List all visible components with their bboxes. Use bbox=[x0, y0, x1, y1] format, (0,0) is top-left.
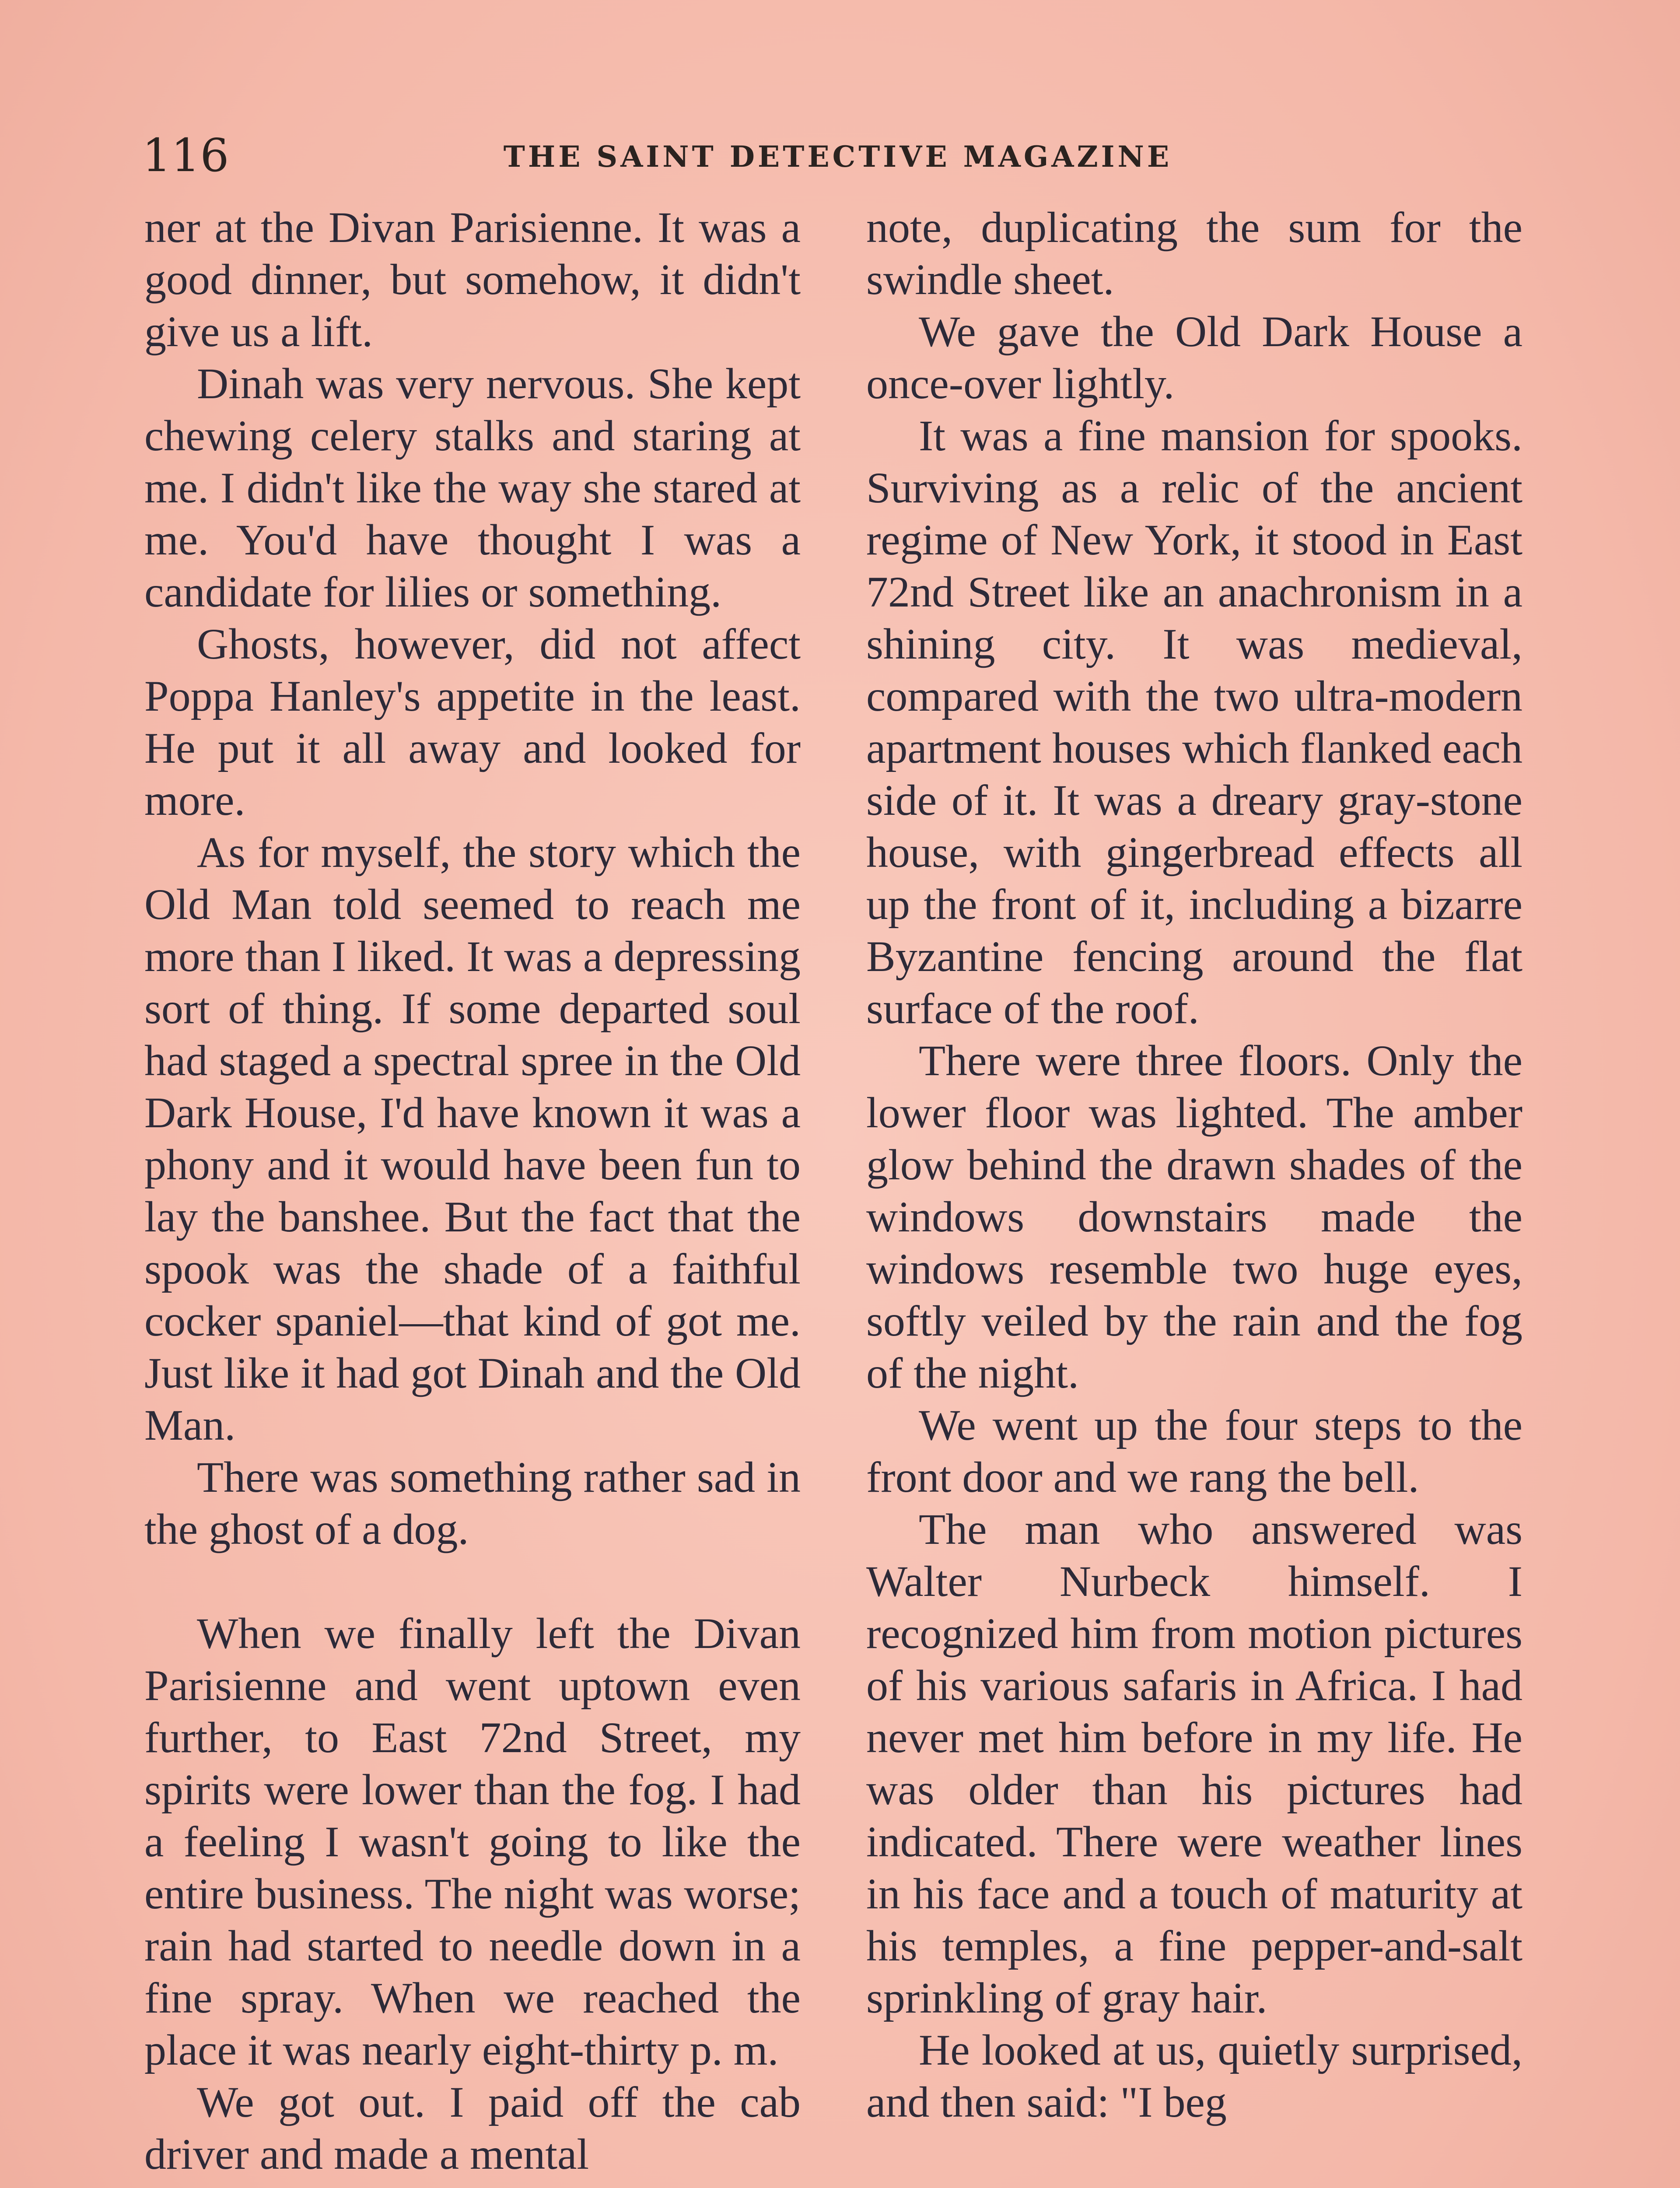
paragraph: He looked at us, quietly surprised, and then said: "I beg bbox=[866, 2026, 1522, 2126]
paragraph: ner at the Divan Parisienne. It was a good dinner, but somehow, it didn't give us a lift. bbox=[144, 203, 801, 356]
paragraph: We gave the Old Dark House a once-over lightly. bbox=[866, 307, 1522, 408]
paragraph: note, duplicating the sum for the swindle sheet. bbox=[866, 203, 1522, 304]
page-header bbox=[142, 127, 1533, 184]
right-column bbox=[866, 201, 1522, 2128]
paragraph: Ghosts, however, did not affect Poppa Hanley's appetite in the least. He put it all away and looked for more. bbox=[144, 620, 801, 824]
paragraph: Dinah was very nervous. She kept chewing celery stalks and staring at me. I didn't like the way she stared at me. You'd have thought I was a candidate for lilies or something. bbox=[144, 359, 801, 616]
paragraph: As for myself, the story which the Old Man told seemed to reach me more than I liked. It was a depressing sort of thing. If some departed soul had staged a spectral spree in the Old Dark House, I'd have known it was a phony and it would have been fun to lay the banshee. But the fact that the spook was the shade of a faithful cocker spaniel—that kind of got me. Just like it had got Dinah and the Old Man. bbox=[144, 828, 801, 1449]
paragraph: The man who answered was Walter Nurbeck himself. I recognized him from motion pictures of his various safaris in Africa. I had never met him before in my life. He was older than his pictures had indicated. There were weather lines in his face and a touch of maturity at his temples, a fine pepper-and-salt sprinkling of gray hair. bbox=[866, 1505, 1522, 2022]
paragraph: We got out. I paid off the cab driver and made a mental bbox=[144, 2078, 801, 2178]
paragraph: We went up the four steps to the front door and we rang the bell. bbox=[866, 1401, 1522, 1501]
paragraph: It was a fine mansion for spooks. Surviving as a relic of the ancient regime of New York, it stood in East 72nd Street like an anachronism in a shining city. It was medieval, compared with the two ultra-modern apartment houses which flanked each side of it. It was a dreary gray-stone house, with gingerbread effects all up the front of it, including a bizarre Byzantine fencing around the flat surface of the roof. bbox=[866, 411, 1522, 1033]
page-number: 116 bbox=[142, 129, 229, 182]
paragraph: There was something rather sad in the ghost of a dog. bbox=[144, 1453, 801, 1553]
left-column bbox=[144, 201, 801, 2180]
paragraph: When we finally left the Divan Parisienne and went uptown even further, to East 72nd Street, my spirits were lower than the fog. I had a feeling I wasn't going to like the entire business. The night was worse; rain had started to needle down in a fine spray. When we reached the place it was nearly eight-thirty p. m. bbox=[144, 1609, 801, 2074]
paragraph: There were three floors. Only the lower floor was lighted. The amber glow behind the drawn shades of the windows downstairs made the windows resemble two huge eyes, softly veiled by the rain and the fog of the night. bbox=[866, 1036, 1522, 1397]
running-title: THE SAINT DETECTIVE MAGAZINE bbox=[503, 140, 1172, 174]
